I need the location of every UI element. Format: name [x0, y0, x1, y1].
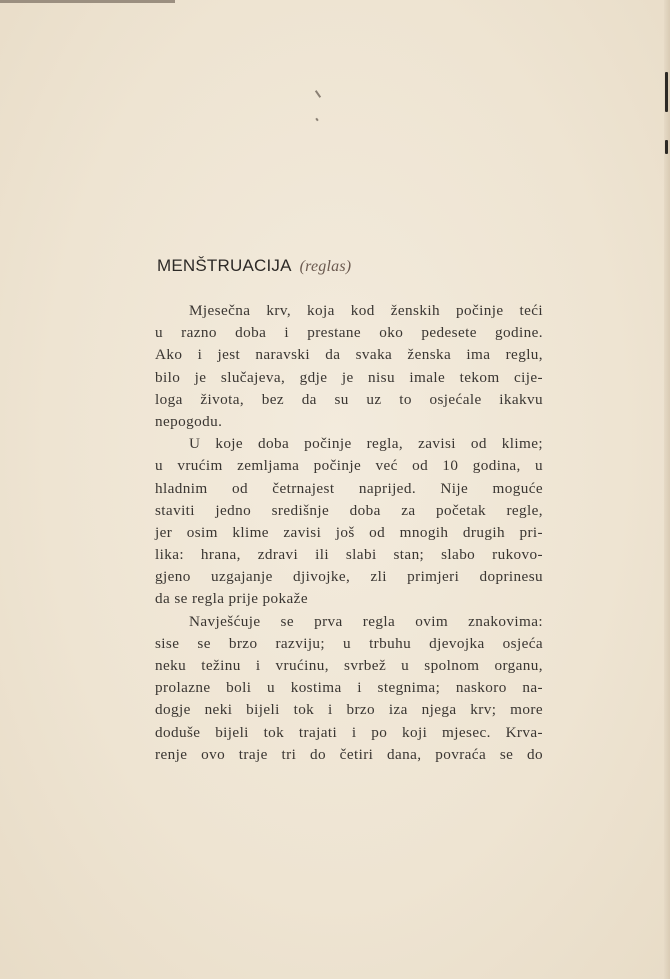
margin-mark	[665, 140, 668, 154]
heading-title: MENŠTRUACIJA	[157, 256, 291, 275]
margin-mark	[665, 72, 668, 112]
top-rule	[0, 0, 175, 3]
text-line: Ako i jest naravski da svaka ženska ima reglu,	[155, 346, 543, 364]
text-line: loga života, bez da su uz to osjećale ikakvu	[155, 390, 543, 408]
paper-speck	[315, 118, 318, 122]
text-line: jer osim klime zavisi još od mnogih drugih pri-	[155, 523, 543, 541]
text-line: doduše bijeli tok trajati i po koji mjesec. Krva-	[155, 723, 543, 741]
paper-speck	[315, 90, 321, 98]
text-line: nepogodu.	[155, 412, 223, 430]
text-line: Mjesečna krv, koja kod ženskih počinje teći	[189, 302, 543, 319]
body-text	[155, 300, 543, 766]
text-line: u razno doba i prestane oko pedesete godine.	[155, 324, 543, 342]
text-line: lika: hrana, zdravi ili slabi stan; slabo rukovo-	[155, 546, 543, 564]
text-line: prolazne boli u kostima i stegnima; naskoro na-	[155, 679, 543, 697]
text-line: renje ovo traje tri do četiri dana, povraća se do	[155, 745, 543, 763]
text-line: neku težinu i vrućinu, svrbež u spolnom organu,	[155, 657, 543, 674]
section-heading	[157, 256, 351, 276]
text-line: gjeno uzgajanje djivojke, zli primjeri doprinesu	[155, 568, 543, 586]
text-line: da se regla prije pokaže	[155, 590, 308, 608]
heading-subtitle: (reglas)	[299, 258, 352, 275]
text-line: hladnim od četrnajest naprijed. Nije moguće	[155, 479, 543, 497]
text-line: U koje doba počinje regla, zavisi od klime;	[189, 435, 543, 453]
text-line: Navješćuje se prva regla ovim znakovima:	[189, 612, 543, 630]
text-line: bilo je slučajeva, gdje je nisu imale tekom cije-	[155, 368, 543, 386]
text-line: dogje neki bijeli tok i brzo iza njega krv; more	[155, 701, 543, 719]
text-line: u vrućim zemljama počinje već od 10 godina, u	[155, 457, 543, 475]
text-line: sise se brzo razviju; u trbuhu djevojka osjeća	[155, 634, 543, 652]
text-line: staviti jedno središnje doba za početak regle,	[155, 501, 543, 519]
